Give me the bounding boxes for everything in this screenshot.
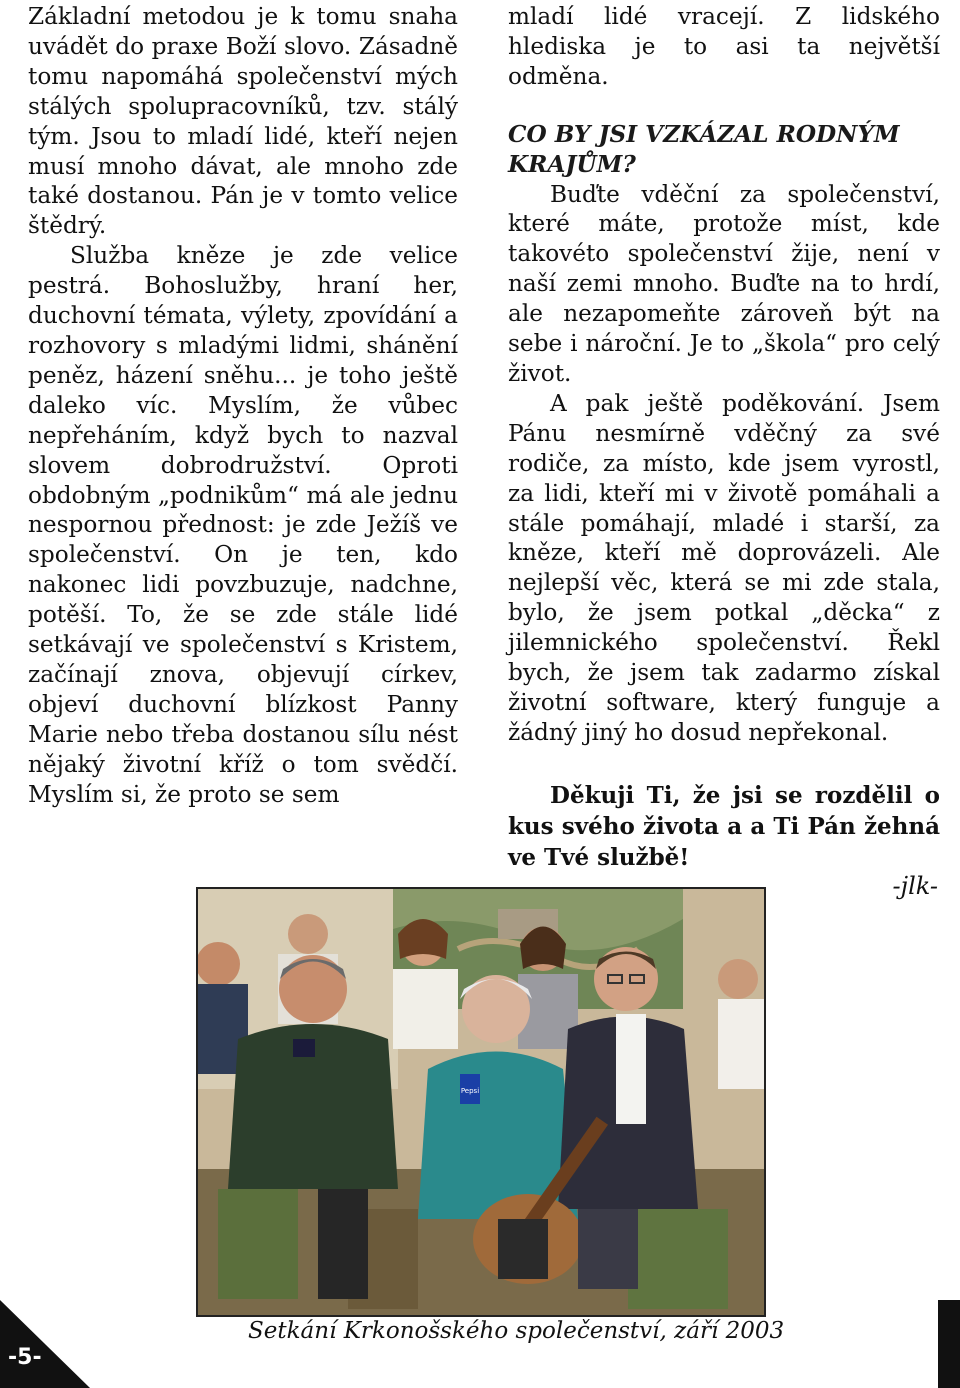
author-signature: -jlk- <box>892 872 938 900</box>
right-column <box>508 2 940 748</box>
right-paragraph-2: Buďte vděční za společenství, které máte, protože míst, kde takovéto společenství žije, není v naší zemi mnoho. Buďte na to hrdí, ale nezapomeňte zároveň být na sebe i nároční. Je to „škola“ pro celý život. <box>508 180 940 387</box>
left-paragraph-2: Služba kněze je zde velice pestrá. Bohoslužby, hraní her, duchovní témata, výlety, zpovídání a rozhovory s mladými lidmi, shánění peněz, házení sněhu... je toho ještě daleko víc. Myslím, že vůbec nepřeháním, když bych to nazval slovem dobrodružství. Oproti obdobným „podnikům“ má ale jednu nespornou přednost: je zde Ježíš ve společenství. On je ten, kdo nakonec lidi povzbuzuje, nadchne, potěší. To, že se zde stále lidé setkávají ve společenství s Kristem, začínají znova, objevují církev, objeví duchovní blízkost Panny Marie nebo třeba dostanou sílu nést nějaký životní kříž o tom svědčí. Myslím si, že proto se sem <box>28 242 458 808</box>
interview-question-heading: CO BY JSI VZKÁZAL RODNÝM KRAJŮM? <box>508 120 900 178</box>
photo-caption: Setkání Krkonošského společenství, září 2003 <box>248 1318 785 1344</box>
right-paragraph-3: A pak ještě poděkování. Jsem Pánu nesmírně vděčný za své rodiče, za místo, kde jsem vyrostl, za lidi, kteří mi v životě pomáhali a stále pomáhají, mladé i starší, za kněze, kteří mě doprovázeli. Ale nejlepší věc, která se mi zde stala, bylo, že jsem potkal „děcka“ z jilemnického společenství. Řekl bych, že jsem tak zadarmo získal životní software, který funguje a žádný jiný ho dosud nepřekonal. <box>508 389 940 746</box>
left-paragraph-1: Základní metodou je k tomu snaha uvádět do praxe Boží slovo. Zásadně tomu napomáhá společenství mých stálých spolupracovníků, tzv. stálý tým. Jsou to mladí lidé, kteří nejen musí mnoho dávat, ale mnoho zde také dostanou. Pán je v tomto velice štědrý. <box>28 3 458 240</box>
group-photo <box>196 887 766 1317</box>
left-column <box>28 2 458 809</box>
closing-thanks: Děkuji Ti, že jsi se rozdělil o kus svého života a a Ti Pán žehná ve Tvé službě! <box>508 782 940 871</box>
right-paragraph-1: mladí lidé vracejí. Z lidského hlediska je to asi ta největší odměna. <box>508 3 940 90</box>
page-corner-triangle <box>0 1300 90 1388</box>
can-label: Pepsi <box>460 1087 480 1095</box>
page-edge-bar <box>938 1300 960 1388</box>
page-number: -5- <box>8 1345 42 1370</box>
